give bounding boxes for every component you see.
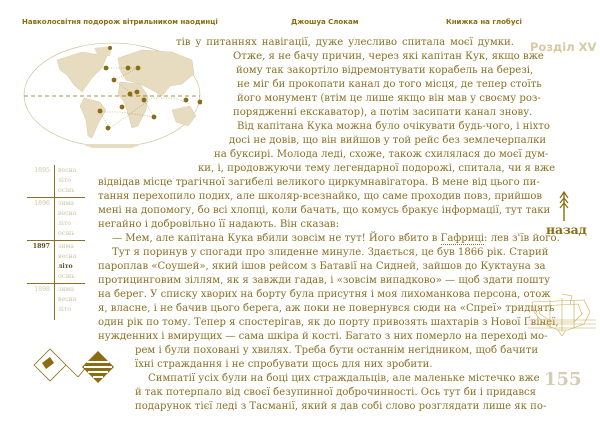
- text-line: протицинговим зіллям, як я завжди гадав, і «зовсім випадково» — щоб здати пошту: [98, 275, 551, 286]
- text-segment: : лев з'їв його.: [484, 233, 560, 244]
- text-line: й так потерпало від своєї безупинної доброчинності. Ось тут би і придався: [135, 387, 537, 398]
- page-header: [0, 0, 600, 30]
- timeline-season[interactable]: літо: [58, 220, 72, 227]
- timeline-season[interactable]: зима: [58, 200, 75, 207]
- timeline-season[interactable]: літо: [58, 306, 72, 313]
- timeline-season-current[interactable]: літо: [58, 263, 73, 270]
- timeline-year[interactable]: 1898: [34, 286, 50, 293]
- series-name: Книжка на глобусі: [446, 18, 522, 26]
- text-line-with-link: [112, 232, 560, 246]
- text-line: негайно і добровільно її надають. Він сказав:: [98, 219, 340, 230]
- timeline-season[interactable]: осінь: [58, 230, 75, 237]
- text-line: на берег. У списку хворих на борту була присутня і моя лихоманкова персона, отож: [98, 289, 551, 300]
- text-line: мені на допомогу, бо всі хлопці, коли бачать, що комусь бракує інформації, тут таки: [98, 205, 551, 216]
- text-line: подарунок тієї леді з Тасманії, який я дав собі слово розглядати лише як по-: [135, 401, 547, 412]
- timeline-year[interactable]: 1895: [34, 167, 50, 174]
- timeline-season[interactable]: весна: [58, 167, 77, 174]
- author-name: Джошуа Слокам: [291, 18, 359, 26]
- text-line: на буксирі. Молода леді, схоже, також схилялася до моєї дум-: [214, 149, 549, 160]
- signal-flags-icon: [32, 345, 122, 385]
- text-line: Тут я поринув у спогади про злиденне минуле. Здається, це був 1866 рік. Старий: [112, 247, 549, 258]
- text-line: нужденних і вмирущих — сама шкіра й кості. Багато з них померло на переході мо-: [98, 331, 548, 342]
- text-line: Отже, я не бачу причин, через які капітан Кук, якщо вже: [233, 51, 544, 62]
- glossary-link[interactable]: Гафриці: [440, 233, 485, 244]
- text-line: один рік по тому. Тепер я спостерігав, як до порту привозять шахтарів з Нової Ґвінеї,: [98, 317, 559, 328]
- text-line: ки, і, продовжуючи тему легендарної подорожі, спитала, чи я вже: [198, 163, 556, 174]
- chapter-title: Розділ XV: [530, 40, 597, 54]
- timeline-season[interactable]: весна: [58, 253, 77, 260]
- back-link[interactable]: назад: [546, 222, 587, 237]
- text-line: Симпатії усіх були на боці цих страждальців, але маленьке містечко вже: [148, 373, 540, 384]
- timeline-year-current[interactable]: 1897: [32, 243, 50, 250]
- timeline-year[interactable]: 1896: [34, 200, 50, 207]
- text-line: не міг би прокопати канал до того місця, де тепер стоїть: [237, 79, 542, 90]
- timeline-axis: [54, 165, 55, 320]
- book-title: Навколосвітня подорож вітрильником наодинці: [22, 18, 218, 26]
- text-line: рем і були поховані у хвилях. Треба бути останнім негідником, щоб бачити: [135, 345, 539, 356]
- text-line: досі не довів, що він вийшов у той рейс без землечерпалки: [229, 135, 547, 146]
- tree-arrow-up-icon[interactable]: [557, 190, 571, 222]
- text-line: їхні страждання і не спробувати щось для них зробити.: [135, 359, 433, 370]
- text-line: Від капітана Кука можна було очікувати будь-чого, і ніхто: [237, 121, 550, 132]
- timeline-season[interactable]: осінь: [58, 273, 75, 280]
- text-line: йому так закортіло відремонтувати корабель на березі,: [236, 65, 534, 76]
- timeline-season[interactable]: весна: [58, 210, 77, 217]
- text-line: я, власне, і не бачив цього берега, аж поки не повернувся сюди на «Спреї» тридцять: [98, 303, 555, 314]
- boat-hull-diagram-icon: [528, 290, 596, 340]
- text-line: тів у питаннях навігації, дуже улесливо спитала моєї думки.: [176, 37, 514, 48]
- timeline-divider: [27, 240, 85, 241]
- text-segment: — Мем, але капітана Кука вбили зовсім не тут! Його вбито в: [112, 233, 441, 244]
- text-line: порядженні екскаватор), а потім засипати канал знову.: [233, 107, 533, 118]
- text-line: пароплав «Соушей», який ішов рейсом з Батавії на Сидней, зайшов до Куктауна за: [98, 261, 546, 272]
- text-line: відвідав місце трагічної загибелі великого циркумнавігатора. В мене від цього пи-: [98, 177, 540, 188]
- year-season-timeline: [27, 165, 87, 320]
- timeline-divider: [27, 283, 85, 284]
- timeline-season[interactable]: літо: [58, 177, 72, 184]
- text-line: тання перехопило подих, але школяр-всезнайко, що саме проходив повз, прийшов: [98, 191, 543, 202]
- text-line: його монумент (втім це лише якщо він мав у своєму роз-: [237, 93, 541, 104]
- timeline-divider: [27, 197, 85, 198]
- timeline-season[interactable]: осінь: [58, 187, 75, 194]
- timeline-season[interactable]: зима: [58, 286, 75, 293]
- world-route-map: [22, 40, 202, 150]
- page-number: 155: [544, 369, 582, 390]
- timeline-season[interactable]: весна: [58, 296, 77, 303]
- timeline-season[interactable]: зима: [58, 243, 75, 250]
